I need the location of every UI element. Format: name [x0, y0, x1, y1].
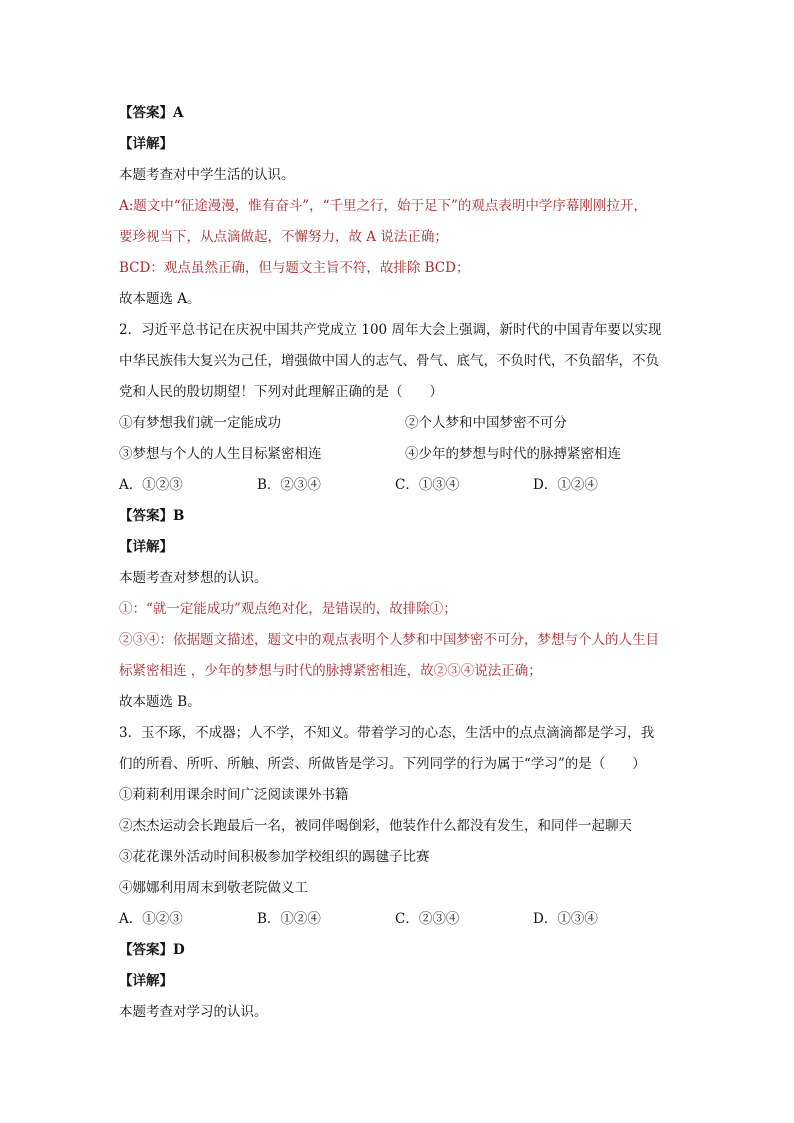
q3-choice-b: B．①②④ — [257, 911, 321, 927]
q3-choice-d: D．①③④ — [533, 911, 598, 927]
q2-items-row-1 — [119, 408, 679, 439]
q2-item-2: ②个人梦和中国梦密不可分 — [405, 415, 567, 431]
q3-detail-label: 【详解】 — [119, 973, 173, 989]
q3-stem-2: 们的所看、所听、所触、所尝、所做皆是学习。下列同学的行为属于“学习”的是（ ） — [119, 756, 646, 772]
q2-item-1: ①有梦想我们就一定能成功 — [119, 415, 281, 431]
q2-choice-c: C．①③④ — [395, 477, 460, 493]
q3-choice-c: C．②③④ — [395, 911, 460, 927]
q3-choice-a: A．①②③ — [119, 911, 183, 927]
q2-item-3: ③梦想与个人的人生目标紧密相连 — [119, 446, 322, 462]
q3-item-3: ③花花课外活动时间积极参加学校组织的踢毽子比赛 — [119, 849, 430, 865]
q3-intro: 本题考查对学习的认识。 — [119, 1004, 268, 1020]
q3-item-1: ①莉莉利用课余时间广泛阅读课外书籍 — [119, 787, 349, 803]
q2-stem-1: 2．习近平总书记在庆祝中国共产党成立 100 周年大会上强调，新时代的中国青年要以实现 — [119, 322, 662, 338]
q3-item-2: ②杰杰运动会长跑最后一名，被同伴喝倒彩，他装作什么都没有发生，和同伴一起聊天 — [119, 818, 632, 834]
document-page — [119, 98, 679, 1028]
q1-analysis-a-1: A:题文中“征途漫漫，惟有奋斗”，“千里之行，始于足下”的观点表明中学序幕刚刚拉开， — [119, 198, 647, 214]
q3-choices — [119, 904, 679, 935]
q2-analysis-2a: ②③④：依据题文描述，题文中的观点表明个人梦和中国梦密不可分，梦想与个人的人生目 — [119, 632, 659, 648]
q2-detail-label: 【详解】 — [119, 539, 173, 555]
q2-choices — [119, 470, 679, 501]
q2-conclusion: 故本题选 B。 — [119, 694, 201, 710]
q2-items-row-2 — [119, 439, 679, 470]
q1-conclusion: 故本题选 A。 — [119, 291, 201, 307]
q2-choice-a: A．①②③ — [119, 477, 183, 493]
q2-answer: 【答案】B — [119, 508, 185, 524]
q2-intro: 本题考查对梦想的认识。 — [119, 570, 268, 586]
q3-answer: 【答案】D — [119, 942, 185, 958]
q1-answer: 【答案】A — [119, 105, 184, 121]
q1-analysis-a-2: 要珍视当下，从点滴做起，不懈努力，故 A 说法正确； — [119, 229, 448, 245]
q2-item-4: ④少年的梦想与时代的脉搏紧密相连 — [405, 446, 621, 462]
q2-analysis-2b: 标紧密相连 ，少年的梦想与时代的脉搏紧密相连，故②③④说法正确； — [119, 663, 542, 679]
q1-intro: 本题考查对中学生活的认识。 — [119, 167, 295, 183]
q3-item-4: ④娜娜利用周末到敬老院做义工 — [119, 880, 308, 896]
q2-analysis-1: ①：“就一定能成功”观点绝对化，是错误的，故排除①； — [119, 601, 457, 617]
q2-stem-3: 党和人民的殷切期望！下列对此理解正确的是（ ） — [119, 384, 443, 400]
q2-stem-2: 中华民族伟大复兴为己任，增强做中国人的志气、骨气、底气，不负时代，不负韶华，不负 — [119, 353, 659, 369]
q1-detail-label: 【详解】 — [119, 136, 173, 152]
q2-choice-b: B．②③④ — [257, 477, 321, 493]
q2-choice-d: D．①②④ — [533, 477, 598, 493]
q1-analysis-bcd: BCD：观点虽然正确，但与题文主旨不符，故排除 BCD； — [119, 260, 470, 276]
q3-stem-1: 3．玉不琢，不成器；人不学，不知义。带着学习的心态，生活中的点点滴滴都是学习，我 — [119, 725, 655, 741]
